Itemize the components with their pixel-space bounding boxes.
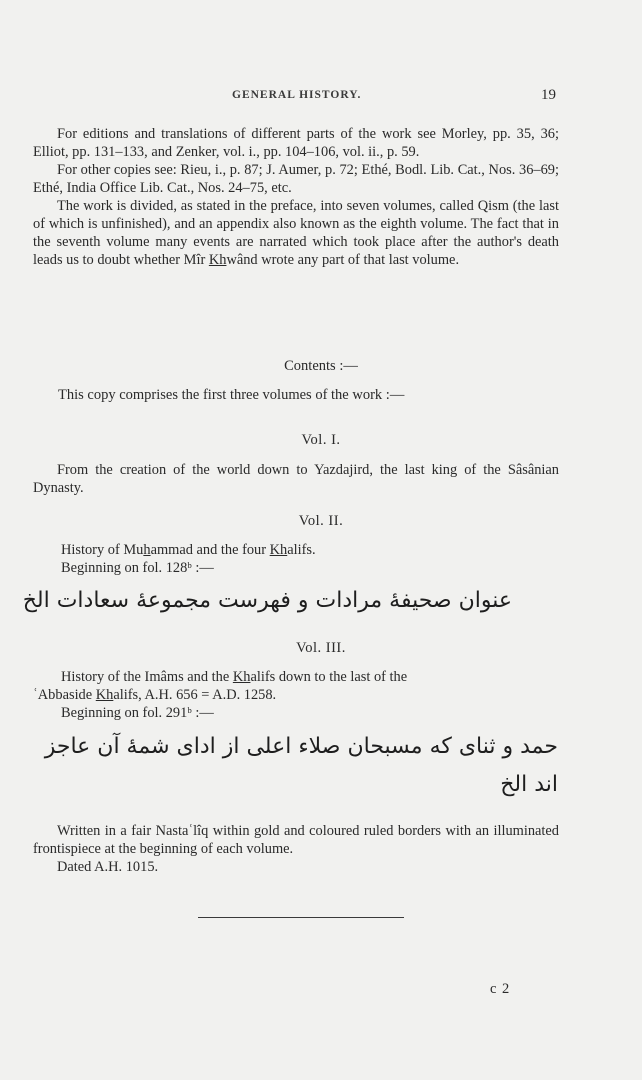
- closing-paragraph: Written in a fair Nastaʿlîq within gold and coloured ruled borders with an illuminated frontispiece at the beginning of each volume.: [33, 823, 559, 857]
- section-rule: [198, 917, 404, 918]
- vol3-l1kh: Kh: [232, 669, 251, 685]
- contents-intro: This copy comprises the first three volumes of the work :—: [58, 387, 405, 403]
- division-text-a: The work is divided, as stated in the preface, into seven volumes, called Qism (the last of which is unfinished), and an appendix also known as the eighth volume. The fact that in the seventh volume many events are narrated which took place after the author's death leads us to doubt whether Mîr: [33, 198, 559, 268]
- intro-block: [33, 125, 559, 269]
- vol3-l2kh: Kh: [95, 687, 114, 703]
- division-text-b: wând wrote any part of that last volume.: [226, 252, 460, 268]
- vol3-arabic-incipit-1: حمد و ثنای که مسبحان صلاء اعلی از ادای شمهٔ آن عاجز: [44, 734, 558, 759]
- vol2-arabic-incipit: عنوان صحیفهٔ مرادات و فهرست مجموعهٔ سعادات الخ: [22, 588, 512, 613]
- copies-paragraph: For other copies see: Rieu, i., p. 87; J. Aumer, p. 72; Ethé, Bodl. Lib. Cat., Nos. 36–69; Ethé, India Office Lib. Cat., Nos. 24–75, etc.: [33, 162, 559, 196]
- vol3-l2b: alifs, A.H. 656 = A.D. 1258.: [113, 687, 277, 703]
- vol2-l1c: alifs.: [287, 542, 316, 558]
- closing-block: [33, 822, 559, 876]
- division-paragraph: [33, 197, 559, 269]
- vol3-text: [33, 668, 559, 722]
- vol2-heading: Vol. II.: [298, 513, 344, 529]
- vol3-line1: [33, 668, 559, 686]
- vol2-l1kh: Kh: [269, 542, 288, 558]
- editions-paragraph: For editions and translations of different parts of the work see Morley, pp. 35, 36; Elliot, pp. 131–133, and Zenker, vol. i., pp. 104–106, vol. ii., p. 59.: [33, 126, 559, 160]
- page-number: 19: [541, 87, 556, 103]
- vol2-text: [33, 541, 559, 577]
- vol2-l1b: ammad and the four: [150, 542, 270, 558]
- vol3-l1a: History of the Imâms and the: [61, 669, 233, 685]
- vol3-heading: Vol. III.: [296, 640, 346, 656]
- date-line: Dated A.H. 1015.: [57, 859, 159, 875]
- vol3-line3: Beginning on fol. 291ᵇ :—: [61, 705, 214, 721]
- vol1-text: [33, 461, 559, 497]
- vol2-l1a: History of Mu: [61, 542, 144, 558]
- vol3-line2: [33, 686, 559, 704]
- vol1-heading: Vol. I.: [301, 432, 341, 448]
- division-text-kh: Kh: [208, 252, 227, 268]
- vol3-l2a: ʿAbbaside: [33, 687, 96, 703]
- vol2-line2: Beginning on fol. 128ᵇ :—: [61, 560, 214, 576]
- vol1-paragraph: From the creation of the world down to Yazdajird, the last king of the Sâsânian Dynasty.: [33, 462, 559, 496]
- signature-mark: c 2: [490, 981, 511, 997]
- vol2-l1h: h: [143, 542, 151, 558]
- running-title: GENERAL HISTORY.: [232, 89, 362, 101]
- vol3-l1b: alifs down to the last of the: [250, 669, 408, 685]
- page-header: [0, 89, 642, 109]
- vol2-line1: [33, 541, 559, 559]
- vol3-arabic-incipit-2: اند الخ: [500, 772, 558, 797]
- contents-heading: Contents :—: [284, 358, 358, 374]
